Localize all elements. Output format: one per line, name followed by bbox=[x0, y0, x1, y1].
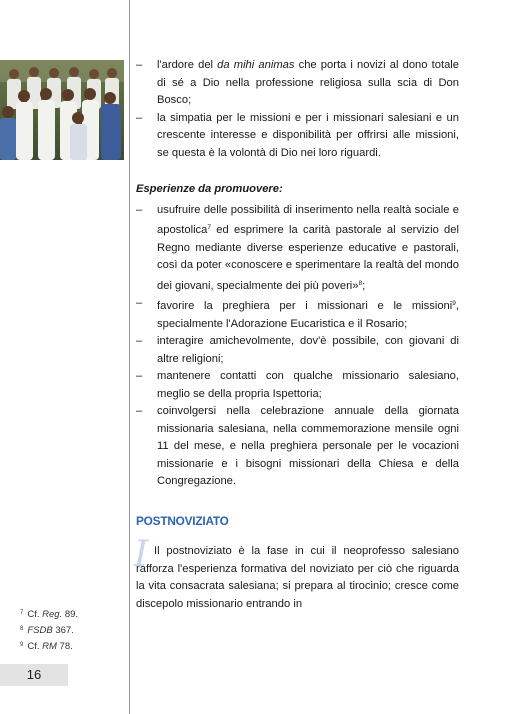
bullet-list-top bbox=[136, 57, 459, 162]
list-item: – l'ardore del da mihi animas che porta i novizi al dono totale di sé a Dio nella professione religiosa sulla scia di Don Bosco; bbox=[136, 57, 459, 110]
bullet-list-experiences bbox=[136, 202, 459, 491]
column-divider bbox=[129, 0, 130, 714]
footnote: $^7$ Cf. Reg. 89. bbox=[20, 609, 79, 620]
list-item: – mantenere contatti con qualche missionario salesiano, meglio se della propria Ispettoria; bbox=[136, 368, 459, 403]
footnotes bbox=[20, 606, 78, 654]
footnote: $^9$ Cf. RM 78. bbox=[20, 641, 73, 652]
list-item: – interagire amichevolmente, dov'è possibile, con giovani di altre religioni; bbox=[136, 333, 459, 368]
list-item: – favorire la preghiera per i missionari e le missioni$^9$, specialmente l'Adorazione Eucaristica e il Rosario; bbox=[136, 295, 459, 333]
list-item: – usufruire delle possibilità di inserimento nella realtà sociale e apostolica$^7$ ed esprimere la carità pastorale al servizio del Regno mediante diverse esperienze educative e pastorali, così da poter «conoscere e sperimentare la realtà del mondo dei giovani, specialmente dei più poveri»$^8$; bbox=[136, 202, 459, 296]
subheading: Esperienze da promuovere: bbox=[136, 183, 283, 195]
footnote-ref: 9 bbox=[452, 300, 456, 307]
footnote: $^8$ FSDB 367. bbox=[20, 625, 74, 636]
footnote-ref: 8 bbox=[358, 279, 363, 287]
group-photo bbox=[0, 60, 124, 160]
list-item: – la simpatia per le missioni e per i missionari salesiani e un crescente interesse e disponibilità per offrirsi alle missioni, se questa è la volontà di Dio nei loro riguardi. bbox=[136, 110, 459, 163]
dropcap-ornament: I bbox=[134, 534, 149, 575]
page-number-box bbox=[0, 664, 68, 686]
body-paragraph: I Il postnoviziato è la fase in cui il neoprofesso salesiano rafforza l'esperienza formativa del noviziato per ciò che riguarda la vita consacrata salesiana; si prepara al tirocinio; cresce come discepolo missionario entrando in bbox=[134, 534, 459, 610]
section-title: POSTNOVIZIATO bbox=[136, 513, 229, 528]
footnote-ref: 7 bbox=[207, 224, 212, 231]
main-column bbox=[136, 57, 459, 613]
page-number: 16 bbox=[26, 667, 42, 682]
list-item: – coinvolgersi nella celebrazione annuale della giornata missionaria salesiana, nella commemorazione mensile ogni 11 del mese, e nella preghiera personale per le vocazioni missionarie e i bisogni missionari della Chiesa e della Congregazione. bbox=[136, 403, 459, 491]
